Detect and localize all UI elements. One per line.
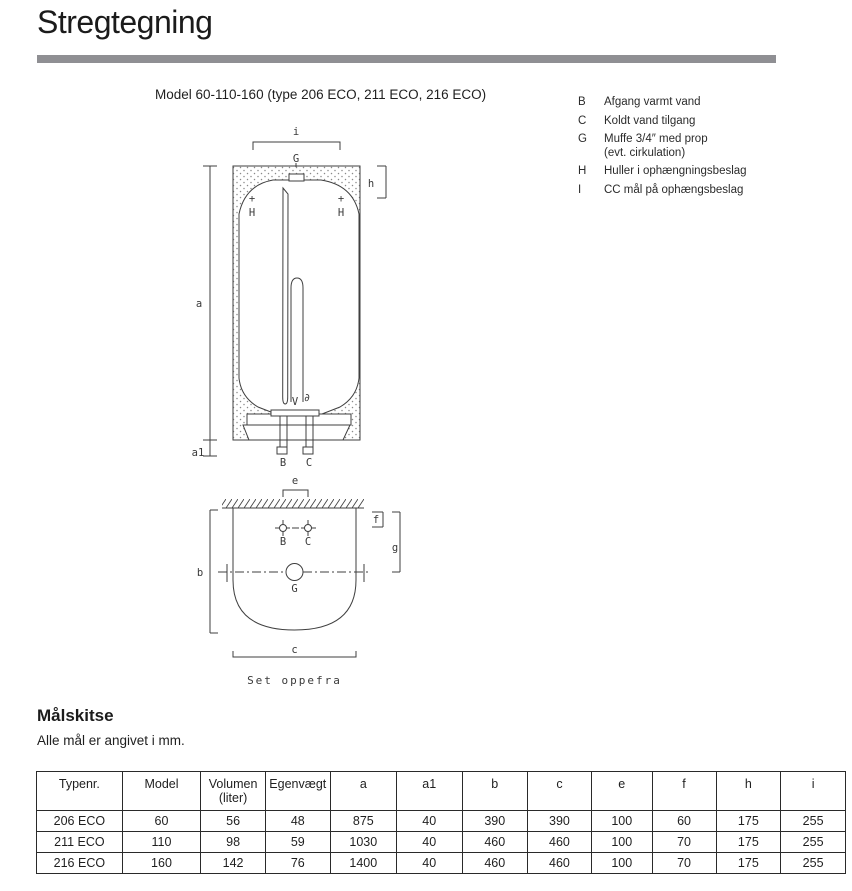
flange-plate: [271, 410, 319, 416]
muffe-fitting: [289, 174, 304, 181]
table-cell: 70: [652, 832, 716, 853]
legend-key: C: [578, 114, 587, 127]
col-header-label: Egenvægt: [269, 777, 327, 791]
table-cell: 60: [652, 811, 716, 832]
top-view-drawing: [190, 472, 405, 694]
dim-c-label: c: [291, 644, 298, 656]
table-cell: 390: [528, 811, 592, 832]
hole-plus-right: +: [337, 193, 345, 205]
table-cell: 100: [591, 853, 652, 874]
table-cell: 70: [652, 853, 716, 874]
col-header-label: e: [618, 777, 626, 791]
col-header-sub: (liter): [218, 791, 248, 805]
dim-a1-label: a1: [191, 447, 205, 459]
dim-i-line: [253, 142, 340, 150]
muffe-g-hole-label: G: [291, 583, 298, 595]
legend-item: [578, 184, 747, 198]
pipe-b-sleeve: [277, 447, 287, 454]
dim-h-line: [377, 166, 386, 198]
wall-hatching: [222, 499, 364, 508]
table-cell: 40: [396, 853, 462, 874]
drawing-caption: Model 60-110-160 (type 206 ECO, 211 ECO, 216 ECO): [155, 87, 487, 102]
table-cell: 100: [591, 811, 652, 832]
element-tube: [291, 278, 303, 402]
col-header: [330, 772, 396, 811]
table-cell: 1400: [330, 853, 396, 874]
dip-tube: [283, 188, 288, 404]
table-cell: 59: [265, 832, 330, 853]
table-cell: 60: [122, 811, 200, 832]
table-cell: 216 ECO: [37, 853, 123, 874]
table-body: [37, 811, 846, 874]
table-cell: 56: [201, 811, 266, 832]
legend-text: [604, 133, 708, 160]
page-title: Stregtegning: [37, 4, 213, 40]
section-heading: Målskitse: [37, 706, 114, 725]
dimension-table: [36, 771, 846, 874]
section-note: Alle mål er angivet i mm.: [37, 733, 185, 748]
muffe-g-hole: [286, 564, 303, 581]
legend-line: Huller i ophængningsbeslag: [604, 165, 747, 177]
table-cell: 175: [716, 832, 781, 853]
title-rule: [37, 55, 776, 63]
col-header-label: i: [811, 777, 815, 791]
legend: [578, 96, 747, 202]
table-cell: 255: [781, 853, 846, 874]
dim-e-line: [283, 490, 308, 497]
valve-v-label: V: [291, 396, 299, 408]
table-cell: 460: [528, 853, 592, 874]
legend-item: [578, 115, 747, 129]
legend-text: [604, 165, 747, 179]
table-cell: 460: [462, 832, 528, 853]
table-cell: 1030: [330, 832, 396, 853]
col-header: [396, 772, 462, 811]
table-cell: 175: [716, 811, 781, 832]
dim-b-label: b: [196, 567, 204, 579]
legend-line: Koldt vand tilgang: [604, 114, 696, 127]
legend-text: [604, 115, 695, 129]
col-header: [37, 772, 123, 811]
legend-line: Muffe 3/4″ med prop: [604, 133, 708, 145]
col-header: [781, 772, 846, 811]
dim-a-label: a: [195, 298, 203, 310]
col-header: [591, 772, 652, 811]
col-header-label: h: [744, 777, 752, 791]
table-cell: 255: [781, 832, 846, 853]
table-cell: 390: [462, 811, 528, 832]
col-header-label: f: [682, 777, 686, 791]
table-cell: 460: [462, 853, 528, 874]
legend-text: [604, 96, 701, 110]
col-header: [201, 772, 266, 811]
legend-key: H: [578, 165, 587, 177]
table-row: [37, 832, 846, 853]
dim-a-line: [203, 166, 217, 440]
legend-key: G: [578, 133, 587, 145]
table-header-row: [37, 772, 846, 811]
table-cell: 40: [396, 832, 462, 853]
front-view-drawing: [183, 118, 400, 470]
dim-b-line: [210, 510, 218, 633]
dim-a1-line: [203, 440, 217, 456]
legend-key: I: [578, 183, 582, 196]
col-header-label: Typenr.: [58, 777, 100, 791]
col-header-label: a1: [422, 777, 437, 791]
col-header: [122, 772, 200, 811]
table-cell: 255: [781, 811, 846, 832]
legend-text: [604, 184, 743, 198]
table-cell: 98: [201, 832, 266, 853]
table-cell: 206 ECO: [37, 811, 123, 832]
legend-item: [578, 96, 747, 110]
dim-f-label: f: [372, 514, 380, 526]
hole-c-label: C: [304, 536, 312, 548]
legend-line: CC mål på ophængsbeslag: [604, 183, 744, 196]
table-cell: 110: [122, 832, 200, 853]
dim-g-label: g: [391, 542, 399, 554]
table-cell: 160: [122, 853, 200, 874]
col-header-label: c: [556, 777, 563, 791]
table-cell: 40: [396, 811, 462, 832]
col-header-label: Model: [144, 777, 179, 791]
base-trapezoid: [243, 425, 350, 440]
table-cell: 175: [716, 853, 781, 874]
dim-e-label: e: [291, 475, 299, 487]
col-header-label: Volumen: [208, 777, 258, 791]
dim-h-label: h: [367, 178, 375, 190]
pipe-c-label: C: [305, 457, 313, 469]
table-cell: 142: [201, 853, 266, 874]
pipe-c-sleeve: [303, 447, 313, 454]
col-header: [528, 772, 592, 811]
dim-i-label: i: [292, 126, 300, 138]
legend-key: B: [578, 96, 586, 108]
table-row: [37, 811, 846, 832]
pipe-b-label: B: [279, 457, 287, 469]
hole-c: [305, 525, 312, 532]
table-row: [37, 853, 846, 874]
legend-item: [578, 165, 747, 179]
hole-b: [280, 525, 287, 532]
legend-item: [578, 133, 747, 160]
table-cell: 100: [591, 832, 652, 853]
col-header-label: b: [491, 777, 499, 791]
col-header: [716, 772, 781, 811]
table-cell: 76: [265, 853, 330, 874]
table-cell: 875: [330, 811, 396, 832]
hole-plus-left: +: [248, 193, 256, 205]
legend-line: Afgang varmt vand: [604, 96, 701, 108]
hole-b-label: B: [279, 536, 287, 548]
legend-line: (evt. cirkulation): [604, 146, 686, 159]
muffe-g-label: G: [292, 153, 300, 165]
col-header: [462, 772, 528, 811]
col-header-label: a: [359, 777, 367, 791]
hole-h-left-label: H: [248, 207, 256, 219]
col-header: [265, 772, 330, 811]
element-symbol-label: ∂: [303, 392, 311, 404]
hole-h-right-label: H: [337, 207, 345, 219]
table-cell: 211 ECO: [37, 832, 123, 853]
top-view-caption: Set oppefra: [247, 674, 342, 687]
table-cell: 460: [528, 832, 592, 853]
col-header: [652, 772, 716, 811]
table-cell: 48: [265, 811, 330, 832]
